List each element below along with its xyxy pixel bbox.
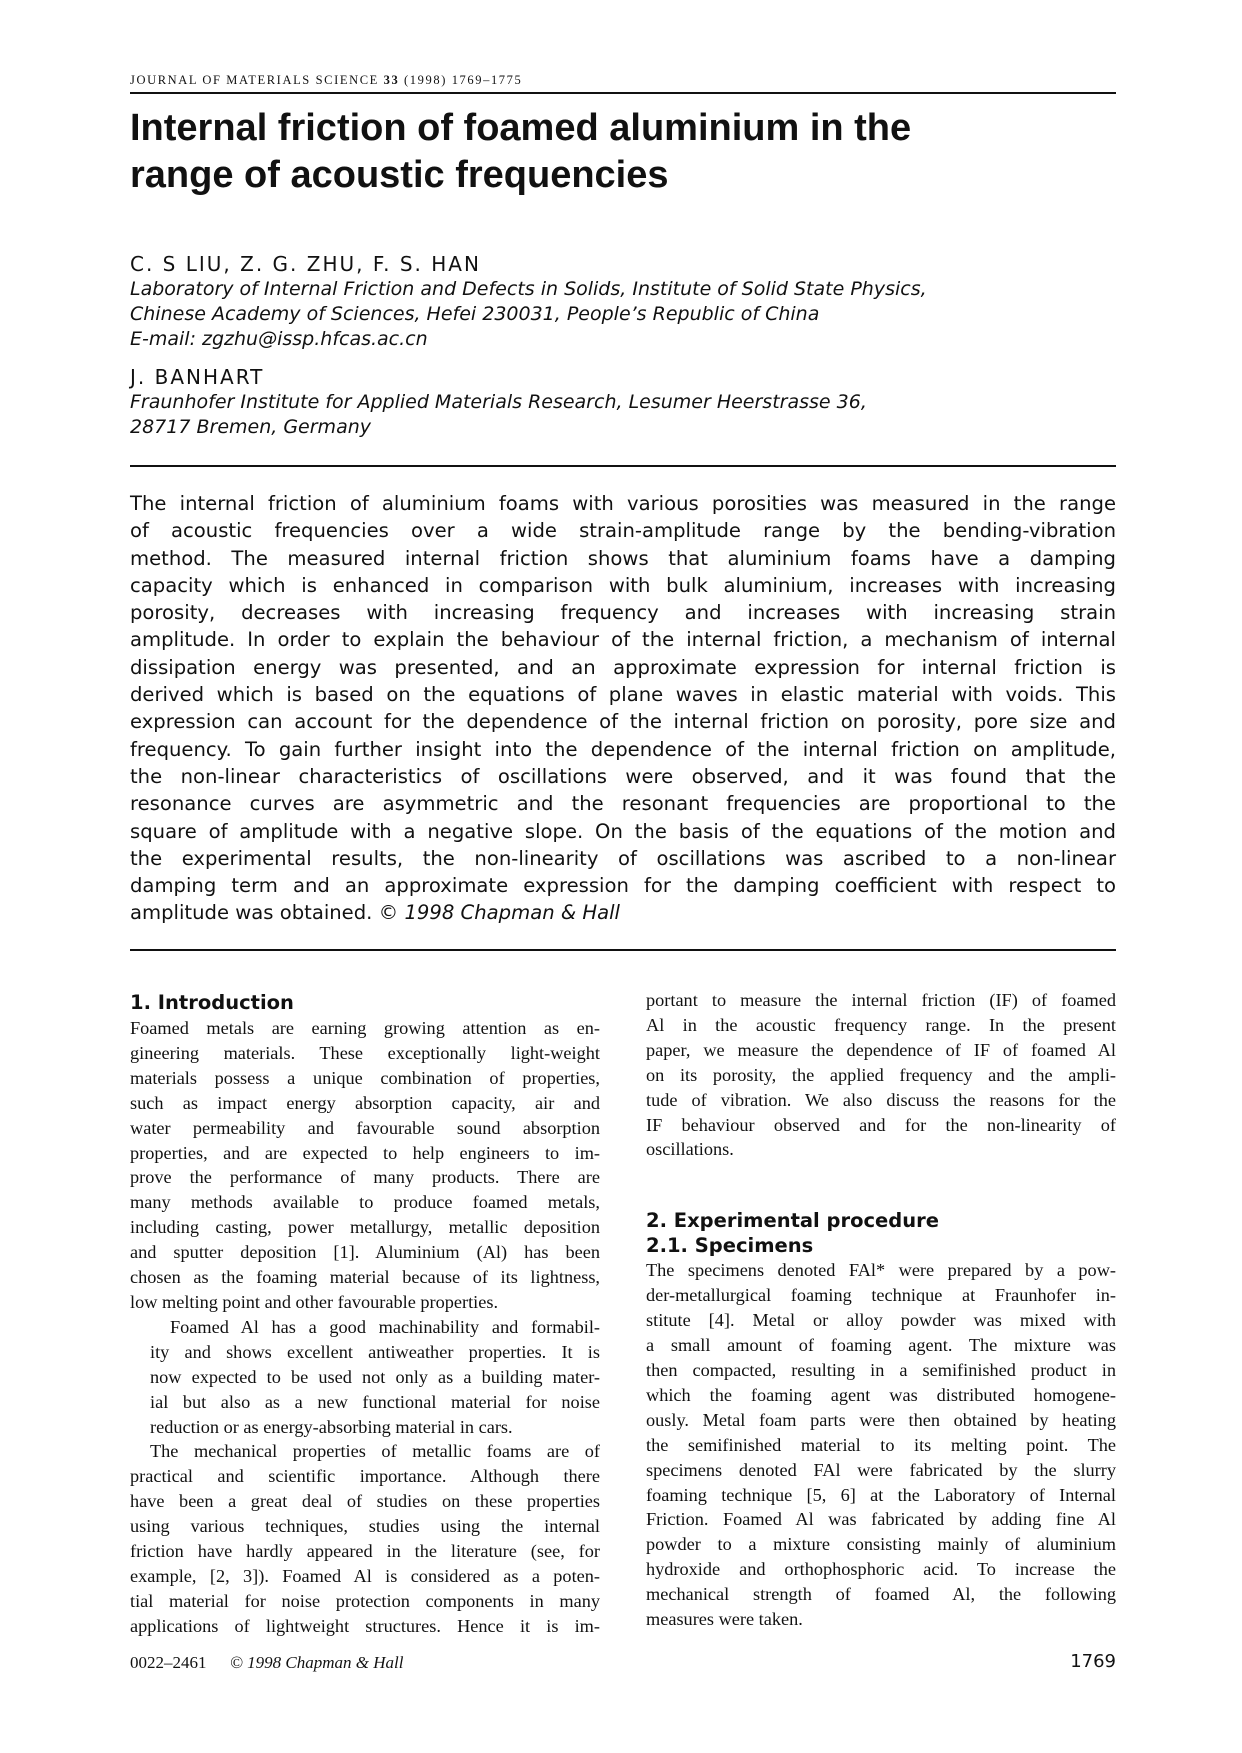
- affiliation-line: 28717 Bremen, Germany: [130, 416, 371, 438]
- affiliation-1: [130, 277, 1116, 352]
- section-heading-introduction: 1. Introduction: [130, 991, 294, 1014]
- text-line: hydroxide and orthophosphoric acid. To increase the: [646, 1559, 1116, 1580]
- text-line: tude of vibration. We also discuss the reasons for the: [646, 1089, 1116, 1110]
- text-line: ously. Metal foam parts were then obtained by heating: [646, 1409, 1116, 1430]
- left-column: [130, 990, 600, 1639]
- abstract-top-rule: [130, 465, 1116, 467]
- footer-copyright: © 1998 Chapman & Hall: [230, 1653, 404, 1672]
- text-line: Friction. Foamed Al was fabricated by adding fine Al: [646, 1509, 1116, 1530]
- subsection-heading-specimens: 2.1. Specimens: [646, 1234, 814, 1258]
- abstract-line: of acoustic frequencies over a wide strain-amplitude range by the bending-vibration: [130, 519, 1116, 543]
- text-line: reduction or as energy-absorbing material in cars.: [150, 1416, 513, 1437]
- authors-group-1: C. S LIU, Z. G. ZHU, F. S. HAN: [130, 252, 481, 276]
- text-line: a small amount of foaming agent. The mixture was: [646, 1335, 1116, 1356]
- affiliation-2: [130, 390, 1116, 440]
- page-number: 1769: [1070, 1651, 1116, 1672]
- specimens-paragraph: [646, 1258, 1116, 1632]
- text-line: powder to a mixture consisting mainly of aluminium: [646, 1534, 1116, 1555]
- journal-name: JOURNAL OF MATERIALS SCIENCE: [130, 73, 379, 87]
- affiliation-line: Laboratory of Internal Friction and Defects in Solids, Institute of Solid State Physics,: [130, 278, 927, 300]
- text-line: which the foaming agent was distributed homogene-: [646, 1384, 1116, 1405]
- text-line: water permeability and favourable sound absorption: [130, 1117, 600, 1138]
- text-line: applications of lightweight structures. Hence it is im-: [130, 1615, 600, 1636]
- abstract-line: porosity, decreases with increasing frequency and increases with increasing strain: [130, 601, 1116, 625]
- text-line: gineering materials. These exceptionally light-weight: [130, 1042, 600, 1063]
- text-line: materials possess a unique combination of properties,: [130, 1067, 600, 1088]
- email-line[interactable]: E-mail: zgzhu@issp.hfcas.ac.cn: [130, 328, 428, 350]
- affiliation-line: Fraunhofer Institute for Applied Materials Research, Lesumer Heerstrasse 36,: [130, 391, 867, 413]
- text-line: tial material for noise protection components in many: [130, 1590, 600, 1611]
- abstract-line: the non-linear characteristics of oscillations were observed, and it was found that the: [130, 764, 1116, 788]
- title-line: range of acoustic frequencies: [130, 154, 669, 196]
- section-heading-experimental: 2. Experimental procedure: [646, 1209, 939, 1233]
- text-line: mechanical strength of foamed Al, the following: [646, 1584, 1116, 1605]
- text-line: then compacted, resulting in a semifinished product in: [646, 1359, 1116, 1380]
- abstract-line: frequency. To gain further insight into the dependence of the internal friction on amplitude,: [130, 737, 1116, 761]
- intro-continuation: [646, 988, 1116, 1162]
- abstract-line: dissipation energy was presented, and an approximate expression for internal friction is: [130, 655, 1116, 679]
- intro-paragraph-1: [130, 1016, 600, 1315]
- abstract-line: method. The measured internal friction shows that aluminium foams have a damping: [130, 546, 1116, 570]
- affiliation-line: Chinese Academy of Sciences, Hefei 230031, People’s Republic of China: [130, 303, 820, 325]
- intro-paragraph-2: [130, 1315, 600, 1440]
- text-line: portant to measure the internal friction (IF) of foamed: [646, 990, 1116, 1010]
- text-line: low melting point and other favourable properties.: [130, 1291, 499, 1312]
- abstract: [130, 490, 1116, 927]
- text-line: oscillations.: [646, 1139, 734, 1160]
- abstract-line: the experimental results, the non-linearity of oscillations was ascribed to a non-linear: [130, 846, 1116, 870]
- copyright-symbol: ©: [378, 901, 399, 925]
- text-line: and sputter deposition [1]. Aluminium (Al) has been: [130, 1242, 600, 1263]
- text-line: properties, and are expected to help engineers to im-: [130, 1142, 600, 1163]
- text-line: practical and scientific importance. Although there: [130, 1466, 600, 1487]
- right-column: [646, 990, 1116, 1632]
- authors-group-2: J. BANHART: [130, 365, 265, 389]
- abstract-line: amplitude. In order to explain the behaviour of the internal friction, a mechanism of internal: [130, 628, 1116, 652]
- text-line: The specimens denoted FAl* were prepared by a pow-: [646, 1260, 1116, 1281]
- abstract-line: damping term and an approximate expression for the damping coefficient with respect to: [130, 874, 1116, 898]
- abstract-bottom-rule: [130, 949, 1116, 951]
- text-line: der-metallurgical foaming technique at Fraunhofer in-: [646, 1285, 1116, 1306]
- text-line: Foamed Al has a good machinability and formabil-: [170, 1316, 600, 1337]
- text-line: prove the performance of many products. There are: [130, 1167, 600, 1188]
- text-line: friction have hardly appeared in the literature (see, for: [130, 1541, 600, 1562]
- issn: 0022–2461: [130, 1653, 207, 1672]
- header-rule: [130, 92, 1116, 94]
- journal-header: [130, 73, 522, 88]
- text-line: IF behaviour observed and for the non-linearity of: [646, 1114, 1116, 1135]
- text-line: chosen as the foaming material because of its lightness,: [130, 1267, 600, 1288]
- paper-title: [130, 105, 1116, 199]
- intro-paragraph-3: [130, 1439, 600, 1638]
- abstract-line: derived which is based on the equations of plane waves in elastic material with voids. This: [130, 683, 1116, 707]
- text-line: the semifinished material to its melting point. The: [646, 1434, 1116, 1455]
- abstract-line: square of amplitude with a negative slope. On the basis of the equations of the motion and: [130, 819, 1116, 843]
- copyright-holder: 1998 Chapman & Hall: [404, 901, 620, 925]
- title-line: Internal friction of foamed aluminium in the: [130, 107, 912, 149]
- text-line: foaming technique [5, 6] at the Laboratory of Internal: [646, 1484, 1116, 1505]
- text-line: The mechanical properties of metallic foams are of: [150, 1441, 600, 1462]
- text-line: Al in the acoustic frequency range. In the present: [646, 1014, 1116, 1035]
- abstract-line: [130, 899, 1116, 926]
- abstract-line: expression can account for the dependence of the internal friction on porosity, pore size and: [130, 710, 1116, 734]
- text-line: now expected to be used not only as a building mater-: [150, 1366, 600, 1387]
- abstract-last-text: amplitude was obtained.: [130, 901, 373, 925]
- text-line: have been a great deal of studies on these properties: [130, 1491, 600, 1512]
- text-line: example, [2, 3]). Foamed Al is considered as a poten-: [130, 1565, 600, 1586]
- journal-volume: 33: [383, 73, 400, 87]
- text-line: ial but also as a new functional material for noise: [150, 1391, 600, 1412]
- abstract-line: capacity which is enhanced in comparison with bulk aluminium, increases with increasing: [130, 573, 1116, 597]
- text-line: on its porosity, the applied frequency and the ampli-: [646, 1064, 1116, 1085]
- abstract-line: The internal friction of aluminium foams with various porosities was measured in the range: [130, 492, 1116, 515]
- journal-year-pages: (1998) 1769–1775: [404, 73, 523, 87]
- paper-page: [130, 0, 1116, 1753]
- text-line: paper, we measure the dependence of IF of foamed Al: [646, 1039, 1116, 1060]
- text-line: ity and shows excellent antiweather properties. It is: [150, 1341, 600, 1362]
- text-line: Foamed metals are earning growing attention as en-: [130, 1018, 600, 1038]
- text-line: measures were taken.: [646, 1609, 803, 1630]
- text-line: many methods available to produce foamed metals,: [130, 1192, 600, 1213]
- text-line: including casting, power metallurgy, metallic deposition: [130, 1217, 600, 1238]
- text-line: specimens denoted FAl were fabricated by the slurry: [646, 1459, 1116, 1480]
- abstract-line: resonance curves are asymmetric and the resonant frequencies are proportional to the: [130, 792, 1116, 816]
- text-line: such as impact energy absorption capacity, air and: [130, 1092, 600, 1113]
- text-line: stitute [4]. Metal or alloy powder was mixed with: [646, 1310, 1116, 1331]
- text-line: using various techniques, studies using the internal: [130, 1516, 600, 1537]
